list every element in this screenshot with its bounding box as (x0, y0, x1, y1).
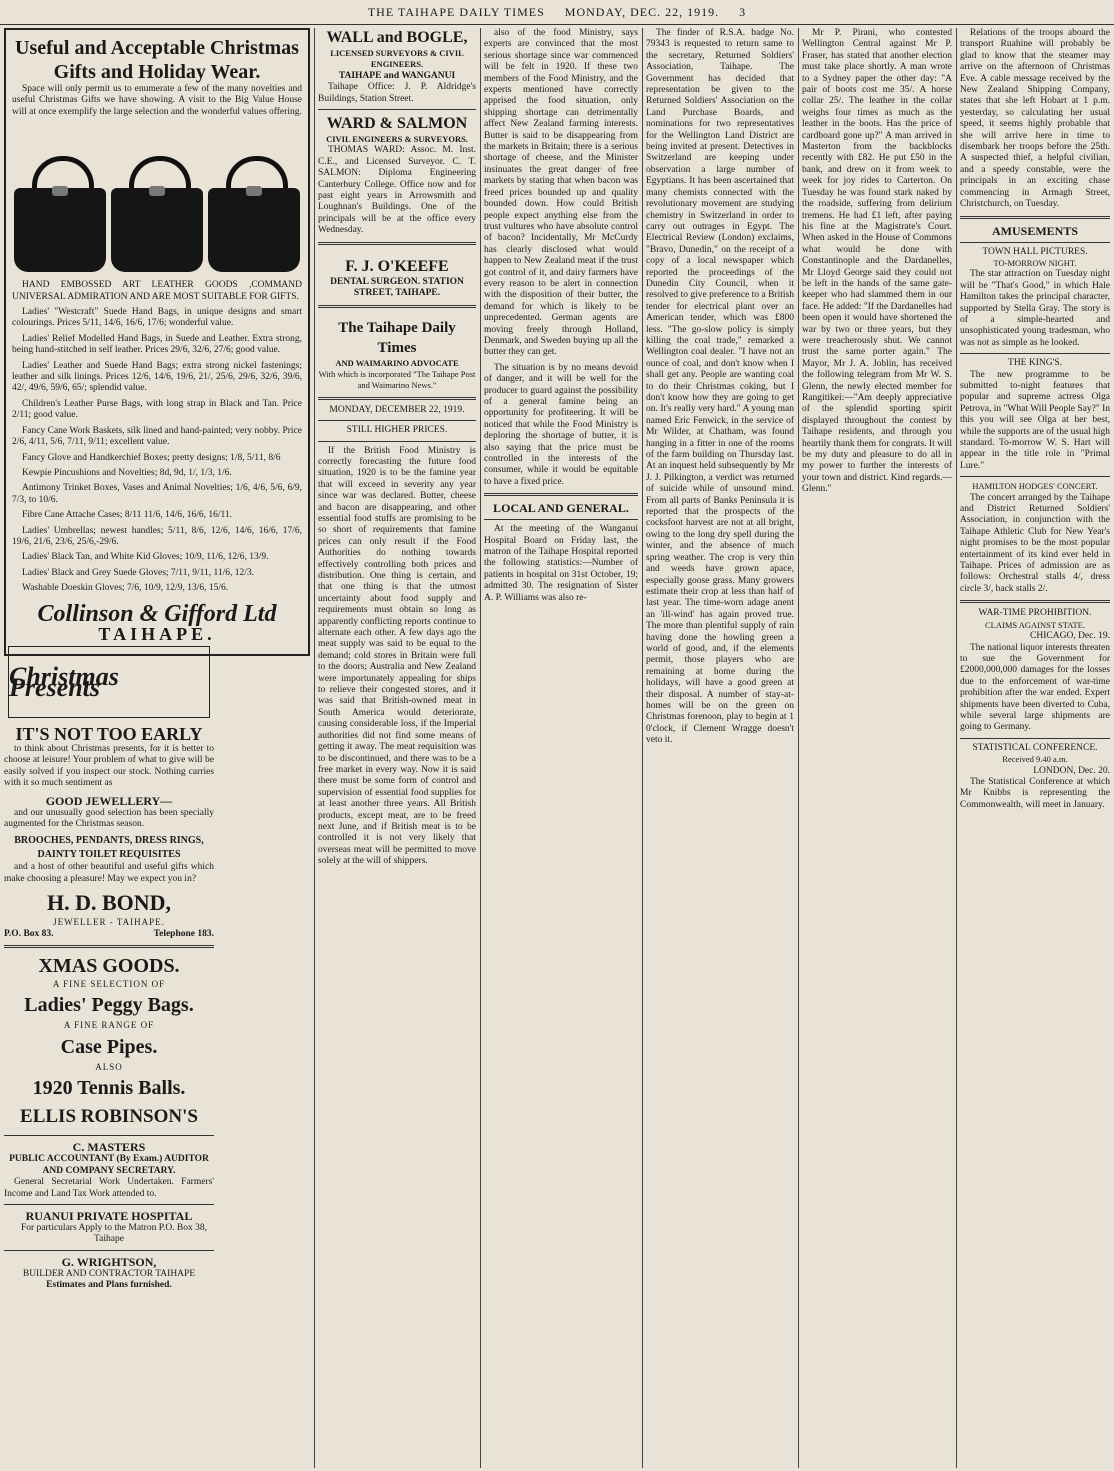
good-jewellery-heading: GOOD JEWELLERY— (45, 793, 173, 808)
war-prohibition-heading: WAR-TIME PROHIBITION. (978, 608, 1092, 619)
column-divider (798, 28, 799, 1468)
okeefe-name: F. J. O'KEEFE (345, 257, 449, 275)
editorial-body: If the British Food Ministry is correctly forecasting the future food situation, 1920 is to be the famine year that will exceed in severity any year since war was declared. Butter, cheese and bacon are disappearing, and other essential food stuffs are promising to be so short of requirements that famine prices can only result if the Food Authorities do nothing towards effectively controlling both prices and distribution. One thing is certain, and that one thing is that the utmost uncertainty about food supply and requirements must obtain so long as apparently conflicting reports continue to alternate each other. A few days ago the meat supply was said to be equal to the demand; cold stores in Britain were full to the doors; Australia and New Zealand were importunately appealing for ships to relieve their congested stores, and it was said that British-owned meat in South America would deteriorate, causing considerable loss, if the Imperial authorities did not find some means of getting it away. The meat requisition was to be discontinued, and there was to be a free market in every way. Now it is said there must be some form of control and supervision of essential food supplies for at least another three years. All British products, except meat, are to be freed next June, and if British meat is to be controlled it is not very likely that overseas meat will be permitted to move solely at the will of shippers. (318, 445, 476, 867)
paper-subtitle: AND WAIMARINO ADVOCATE (335, 357, 459, 368)
bond-box: P.O. Box 83. (4, 928, 54, 939)
tomorrow-heading: TO-MORROW NIGHT. (993, 257, 1077, 268)
editorial-date: MONDAY, DECEMBER 22, 1919. (329, 404, 465, 415)
column-3-body: The situation is by no means devoid of danger, and it will be well for the producer to guard against the possibility of a general famine being an opportunity for profiteering. It will be noticed that while the Food Ministry is deploring the shortage of butter, it is also saying that the price must be controlled in the interests of the consumer, while it would be equitable to have a fixed price. (484, 362, 638, 487)
town-hall-heading: TOWN HALL PICTURES. (982, 246, 1088, 257)
wall-bogle-title: LICENSED SURVEYORS & CIVIL ENGINEERS. (330, 48, 464, 70)
kings-review: The new programme to be submitted to-night features that popular and supreme actress Olga Petrova, in "What Will People Say?" In this you will see Olga at her best, while the supports are of the usual high standard. To-morrow W. S. Hart will appear in the title role in "Primal Lure." (960, 369, 1110, 471)
okeefe-title: DENTAL SURGEON. STATION STREET, TAIHAPE. (330, 276, 464, 299)
advert-item: Fancy Cane Work Baskets, silk lined and hand-painted; very nobby. Price 2/6, 4/11, 5/6, 7/11, 9/11; excellent value. (12, 425, 302, 448)
wrightson-title: BUILDER AND CONTRACTOR TAIHAPE (22, 1268, 196, 1279)
advert-item: Ladies' Black Tan, and White Kid Gloves; 10/9, 11/6, 12/6, 13/9. (22, 552, 269, 563)
advert-item: Ladies' Black and Grey Suede Gloves; 7/11, 9/11, 11/6, 12/3. (22, 567, 255, 578)
jewellery-list: BROOCHES, PENDANTS, DRESS RINGS, DAINTY TOILET REQUISITES (14, 835, 204, 861)
wall-bogle-details: Taihape Office: J. P. Aldridge's Buildings, Station Street. (318, 82, 476, 104)
advert-firm-name: Collinson & Gifford Ltd (37, 600, 277, 627)
ellis-robinson: ELLIS ROBINSON'S (20, 1106, 198, 1128)
chicago-dateline: CHICAGO, Dec. 19. (1030, 631, 1110, 642)
masters-title: PUBLIC ACCOUNTANT (By Exam.) AUDITOR AND COMPANY SECRETARY. (9, 1154, 209, 1176)
advert-item-list (12, 280, 302, 594)
advert-item: Ladies' Umbrellas; newest handles; 5/11, 8/6, 12/6, 14/6, 16/6, 17/6, 19/6, 21/6, 23/6, 25/6,-29/6. (12, 525, 302, 547)
column-6 (960, 28, 1110, 1468)
column-4 (646, 28, 794, 1468)
column-5-body: Mr P. Pirani, who contested Wellington Central against Mr P. Fraser, has stated that another election must take place shortly. A man wrote to a Sydney paper the other day: "A pair of boots cost me 35/. A horse collar 25/. The leather in the collar weighs four times as much as the leather in the boots. Has the price of cardboard gone up?" A man arrived in Masterton from the backblocks recently with £82. He put £50 in the bank, and drew on it from week to week for joy rides to Carterton. On Tuesday he was found stark naked by the roadside, suffering from delirium tremens. He had £1 left, after paying his fine at the Magistrate's Court. When asked in the House of Commons what would be done with Constantinople and the Dardanelles, Mr Lloyd George said they could not be left in the hands of the same gate-keeper who had slammed them in our face. He added: "If the Dardanelles had been open it would have shortened the war by two or three years, but they were treacherously shut. We cannot trust the same porter again." The Mayor, Mr J. A. Joblin, has received the following telegram from Mr W. S. Glenn, the newly elected member for Rangitikei:—"Am deeply appreciative of the splendid sporting spirit displayed throughout the contest by Taihape residents, and through you heartily thank them for congrats. It will be my duty and pleasure to do all in my power to further the interests of your town and district. Kind regards.—Glenn." (802, 28, 952, 495)
wall-bogle-towns: TAIHAPE and WANGANUI (338, 70, 456, 81)
bond-text: and a host of other beautiful and useful gifts which make choosing a pleasure! May we expect you in? (4, 862, 214, 884)
advert-item: Kewpie Pincushions and Novelties; 8d, 9d, 1/, 1/3, 1/6. (22, 467, 232, 478)
masthead (0, 0, 1114, 25)
column-3-body: also of the food Ministry, says experts are convinced that the most serious shortage since war commenced will be felt in 1920. If these two members of the Food Ministry, and the experts mentioned have correctly apprised the food situation, only shipping shortage can detrimentally affect New Zealand farming interests. Butter is said to be disappearing from the markets in Britain; there is a serious shortage of cheese, and the Minister insinuates the great danger of free markets by stating that when bacon was freed prices bounded up and quality bounded down. How could British people expect anything else from the trust vultures who have absolute control of bacon? Incidentally, Mr McCurdy has clearly disclosed what would happen to New Zealand meat if the trust got control of it, and dairy farmers have every reason to be alert in connection with the disposition of their butter, the demand for which is likely to be unprecedented. German agents are moving freely through Holland, Denmark, and Sweden buying up all the butter they can get. (484, 28, 638, 358)
advert-town: TAIHAPE. (98, 623, 216, 644)
bond-text: and our unusually good selection has been specially augmented for the Christmas season. (4, 807, 214, 830)
paper-incorporated: With which is incorporated "The Taihape Post and Waimarino News." (318, 368, 476, 391)
troops-news: Relations of the troops aboard the transport Ruahine will probably be glad to know that the steamer may arrive on the afternoon of Christmas Eve. A cable message received by the New Zealand Shipping Company, states that she left Hobart at 1 p.m. yesterday, so calculating her usual speed, it seems highly probable that she will arrive here in time to disembark her troops before the 25th. A suspected thief, a helpful civilian, and a speedy constable, were the principals in an exciting chase commencing in Armagh Street, Christchurch, on Tuesday. (960, 28, 1110, 210)
column-divider (956, 28, 957, 1468)
ward-salmon-details: THOMAS WARD: Assoc. M. Inst. C.E., and Licensed Surveyor. C. T. SALMON: Diploma Engineering Canterbury College. Office now and for past eight years in Arrowsmith and Loughnan's Buildings. One of the principals will be at the office every Wednesday. (318, 145, 476, 236)
ward-salmon-name: WARD & SALMON (326, 115, 468, 133)
advert-item: Antimony Trinket Boxes, Vases and Animal Novelties; 1/6, 4/6, 5/6, 6/9, 7/3, to 10/6. (12, 483, 302, 505)
masters-name: C. MASTERS (72, 1140, 146, 1155)
handbag-icon (208, 156, 300, 274)
received-time: Received 9.40 a.m. (1002, 754, 1068, 765)
local-general-item: At the meeting of the Wanganui Hospital Board on Friday last, the matron of the Taihape Hospital reported the following statistics:—Number of patients in hospital on 31st October, 19; admitted 30. The resignation of Sister A. P. Williams was also re- (484, 524, 638, 603)
advert-item: HAND EMBOSSED ART LEATHER GOODS ,COMMAND UNIVERSAL ADMIRATION AND ARE MOST SUITABLE FOR GIFTS. (12, 280, 302, 302)
statistical-heading: STATISTICAL CONFERENCE. (972, 742, 1098, 753)
bond-telephone: Telephone 183. (153, 928, 214, 939)
advert-item: Children's Leather Purse Bags, with long strap in Black and Tan. Price 2/11; good value. (12, 398, 302, 421)
hodges-heading: HAMILTON HODGES' CONCERT. (972, 481, 1098, 492)
column-4-body: The finder of R.S.A. badge No. 79343 is requested to return same to the secretary, Returned Soldiers' Association, Taihape. The Government has decided that representation be given to the Returned Soldiers' Association on the Land Purchase Boards, and nominations for two representatives for the Wellington Land District are being invited at present. Detectives in Switzerland are keeping under observation a large number of Egyptians. It has been ascertained that many chemists connected with the revolutionary movement are studying chemistry in Switzerland in order to carry out outrages in Egypt. The Electrical Review (London) exclaims, "Bravo, Dunedin," on the receipt of a copy of a local newspaper which reported the proceedings of the Dunedin City Council, when it resolved to give preference to a British tender for electrical plant over an American tender, which was £800 less. "The go-slow policy is simply killing the coal trade," remarked a Wellington coal dealer. "I have not an ounce of coal, and don't know when I shall get any. People are wanting coal to do their Christmas coking, but I don't know how they are going to get on. It's really very hard." A young man named Eric Fenwick, in the service of Mr Wilder, at Chatham, was found hanging in a fitter in one of the rooms of the farm building on Thursday last. At an inquest held subsequently by Mr J. J. Pilkington, a verdict was returned of suicide while of unsound mind. From all parts of Banks Peninsula it is reported that the prospects of the cocksfoot harvest are not at all bright, owing to the long dry spell during the winter, and the absence of much spring weather. The crop is very thin and weeds have grown apace, especially goose grass. Many growers estimate their crop at less than half of last year. The time-worn adage anent an 'ill-wind' has again proved true. The more than plentiful supply of rain having done the howling green a world of good, and, if the elements permit, those players who are remaining at home during the holidays, will have a good green at their disposal. A number of stay-at-homes will be on the green on Christmas forenoon, play to begin at 1 0'clock, if Clement Wragge doesn't veto it. (646, 28, 794, 746)
wall-bogle-name: WALL and BOGLE, (326, 29, 468, 46)
handbag-illustrations (12, 124, 302, 274)
bond-subtitle: JEWELLER - TAIHAPE. (53, 917, 165, 928)
fine-selection: A FINE SELECTION OF (52, 979, 166, 990)
masthead-paper: THE TAIHAPE DAILY TIMES (367, 5, 545, 19)
paper-title: The Taihape Daily Times (338, 319, 456, 356)
column-1-lower (4, 640, 214, 1470)
column-3 (484, 28, 638, 1468)
handbag-icon (14, 156, 106, 274)
column-5 (802, 28, 952, 1468)
masters-details: General Secretarial Work Undertaken. Farmers' Income and Land Tax Work attended to. (4, 1177, 214, 1199)
advert-item: Washable Doeskin Gloves; 7/6, 10/9, 12/9, 13/6, 15/6. (22, 583, 229, 594)
column-divider (642, 28, 643, 1468)
bond-text: to think about Christmas presents, for it is better to choose at leisure! Your problem of what to give will be easily solved if you inspect our stock. Nothing carries with it so much sentiment as (4, 744, 214, 789)
column-divider (480, 28, 481, 1468)
advert-item: Ladies' Leather and Suede Hand Bags; extra strong nickel fastenings; leather and silk linings. Prices 12/6, 14/6, 19/6, 21/, 25/6, 29/6, 32/6, 39/6, 42/, 49/6, 59/6, 65/; splendid value. (12, 360, 302, 394)
editorial-heading: STILL HIGHER PRICES. (346, 425, 448, 436)
hodges-details: The concert arranged by the Taihape and District Returned Soldiers' Association, in conjunction with the Taihape Athletic Club for New Year's night promises to be the most popular entertainment of its kind ever held in Taihape. Prices of admission are as follows: Orchestral stalls 4/, dress circle 3/, back stalls 2/. (960, 492, 1110, 594)
advert-item: Fancy Glove and Handkerchief Boxes; pretty designs; 1/8, 5/11, 8/6 (22, 452, 281, 463)
film-review: The star attraction on Tuesday night will be "That's Good," in which Hale Hamilton takes the principal character, supported by Stella Gray. The story is of a simple-hearted and unsophisticated young tradesman, who was not as simple as he looked. (960, 269, 1110, 348)
bond-name: H. D. BOND, (46, 890, 172, 916)
advert-item: Ladies' "Westcraft" Suede Hand Bags, in unique designs and smart colourings. Prices 5/11, 14/6, 16/6, 17/6; wonderful value. (12, 307, 302, 329)
london-dateline: LONDON, Dec. 20. (1033, 765, 1110, 776)
xmas-goods-heading: XMAS GOODS. (38, 955, 180, 978)
collinson-advert (4, 28, 310, 656)
advert-item: Fibre Cane Attache Cases; 8/11 11/6, 14/6, 16/6, 16/11. (22, 510, 233, 521)
peggy-bags: Ladies' Peggy Bags. (24, 994, 194, 1017)
amusements-heading: AMUSEMENTS (991, 223, 1078, 238)
local-general-heading: LOCAL AND GENERAL. (493, 501, 629, 516)
ruanui-details: For particulars Apply to the Matron P.O. Box 38, Taihape (20, 1222, 208, 1245)
ward-salmon-title: CIVIL ENGINEERS & SURVEYORS. (326, 134, 468, 145)
chicago-body: The national liquor interests threaten to sue the Government for £2000,000,000 damages for the losses due to the enforcement of war-time prohibition after the war ended. Expert shipments have been diverted to Cuba, while several large shipments are going to Germany. (960, 642, 1110, 733)
advert-item: Ladies' Relief Modelled Hand Bags, in Suede and Leather. Extra strong, being hand-stitched in self leather. Prices 29/6, 32/6, 27/6; good value. (12, 333, 302, 356)
ruanui-hospital: RUANUI PRIVATE HOSPITAL (25, 1208, 193, 1223)
advert-intro: Space will only permit us to enumerate a few of the many novelties and useful Christmas Gifts we have showing. A visit to the Big Value House will at once exemplify the large selection and the wonderful values offering. (12, 84, 302, 117)
kings-heading: THE KING'S. (1008, 358, 1062, 369)
advert-headline: Useful and Acceptable Christmas Gifts and Holiday Wear. (15, 37, 299, 83)
wrightson-details: Estimates and Plans furnished. (46, 1280, 172, 1291)
also-label: ALSO (95, 1061, 123, 1072)
column-divider (314, 28, 315, 1468)
tennis-balls: 1920 Tennis Balls. (32, 1077, 186, 1100)
claims-heading: CLAIMS AGAINST STATE. (985, 619, 1085, 630)
london-body: The Statistical Conference at which Mr Knibbs is representing the Commonwealth, will meet in January. (960, 776, 1110, 810)
not-too-early-headline: IT'S NOT TOO EARLY (15, 724, 203, 744)
masthead-page-number: 3 (739, 5, 747, 19)
masthead-date: MONDAY, DEC. 22, 1919. (564, 5, 720, 19)
handbag-icon (111, 156, 203, 274)
christmas-presents-script: Christmas Presents (8, 646, 210, 718)
case-pipes: Case Pipes. (60, 1035, 158, 1058)
small-ads-strip (218, 640, 310, 1470)
column-2 (318, 28, 476, 1468)
fine-range: A FINE RANGE OF (63, 1020, 155, 1031)
wrightson-name: G. WRIGHTSON, (61, 1254, 157, 1269)
bond-contact (4, 929, 214, 940)
